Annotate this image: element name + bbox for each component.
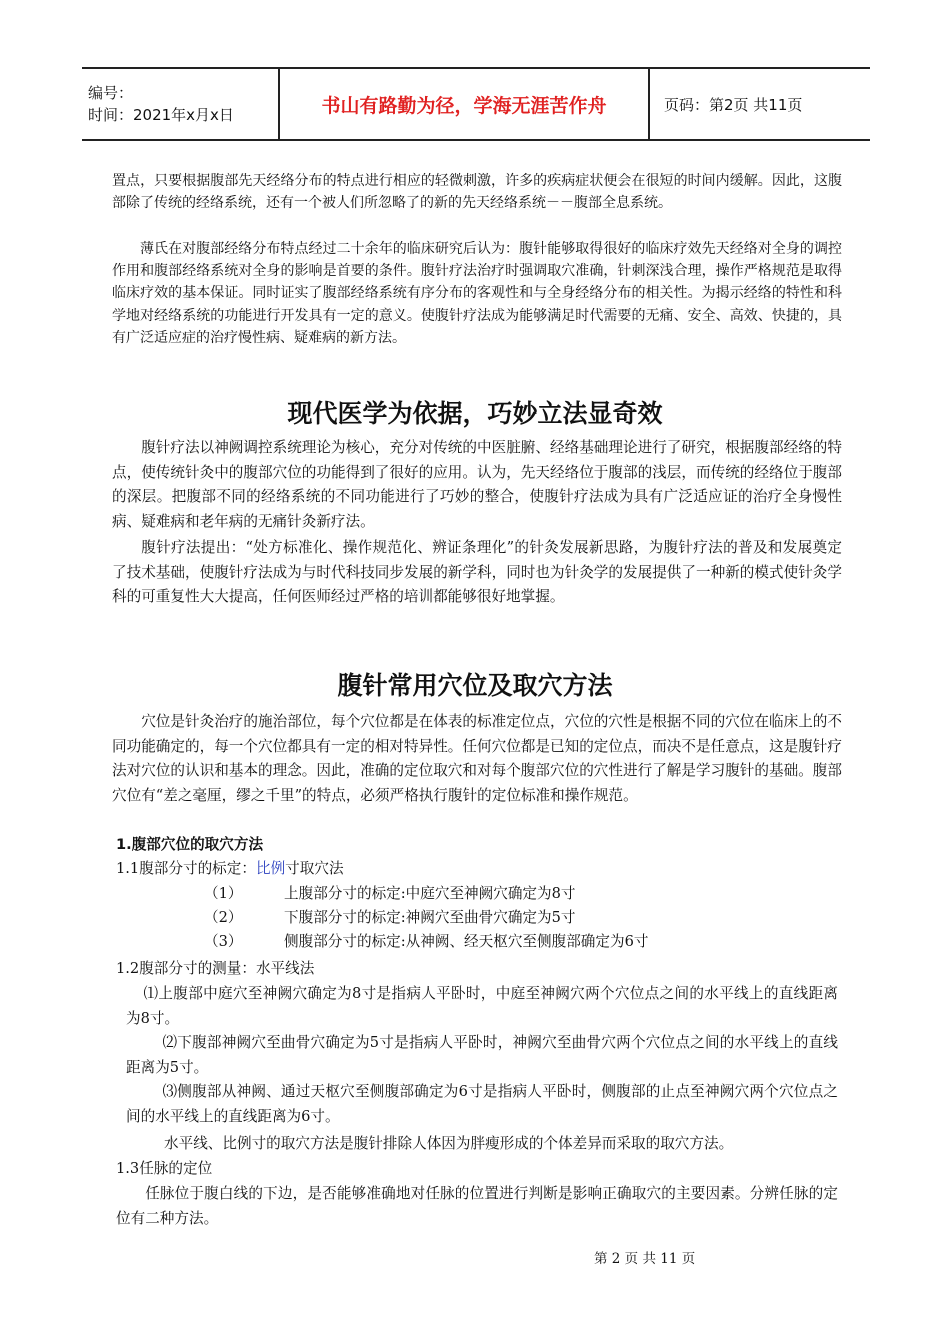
doc-number-label: 编号：: [88, 84, 134, 102]
heading-1-1-highlight: 比例: [255, 860, 286, 877]
doc-time-label: 时间：2021年x月x日: [88, 106, 234, 124]
heading-1-1-prefix: 1.1腹部分寸的标定：: [116, 860, 256, 877]
list-item-1-num: （1）: [204, 885, 243, 902]
heading-1: 1.腹部穴位的取穴方法: [116, 836, 264, 853]
section1-paragraph-2: 腹针疗法提出：“处方标准化、操作规范化、辨证条理化”的针灸发展新思路，为腹针疗法的普及和发展奠定了技术基础，使腹针疗法成为与时代科技同步发展的新学科，同时也为针灸学的发展提供了一种新的模式使针灸学科的可重复性大大提高，任何医师经过严格的培训都能够很好地掌握。: [112, 539, 842, 605]
page-number-label: 页码：第2页 共11页: [664, 95, 803, 114]
list-item-1: [204, 882, 576, 906]
list-item-2: [204, 906, 576, 930]
header-motto: [280, 69, 650, 139]
heading-1-1: [116, 857, 344, 881]
section2-paragraph-1: 穴位是针灸治疗的施治部位，每个穴位都是在体表的标准定位点，穴位的穴性是根据不同的穴位在临床上的不同功能确定的，每一个穴位都具有一定的相对特异性。任何穴位都是已知的定位点，而决不是任意点，这是腹针疗法对穴位的认识和基本的理念。因此，准确的定位取穴和对每个腹部穴位的穴性进行了解是学习腹针的基础。腹部穴位有“差之毫厘，缪之千里”的特点，必须严格执行腹针的定位标准和操作规范。: [112, 713, 842, 804]
measure-paragraph-1: ⑴上腹部中庭穴至神阙穴确定为8寸是指病人平卧时，中庭至神阙穴两个穴位点之间的水平线上的直线距离为8寸。: [126, 985, 838, 1027]
header-meta: [82, 69, 280, 139]
list-item-2-num: （2）: [204, 909, 243, 926]
list-item-3: [204, 930, 648, 954]
motto-text: 书山有路勤为径，学海无涯苦作舟: [321, 94, 607, 117]
page-footer: 第 2 页 共 11 页: [594, 1251, 696, 1267]
measure-paragraph-2: ⑵下腹部神阙穴至曲骨穴确定为5寸是指病人平卧时，神阙穴至曲骨穴两个穴位点之间的水平线上的直线距离为5寸。: [126, 1034, 838, 1076]
meridian-paragraph: 任脉位于腹白线的下边，是否能够准确地对任脉的位置进行判断是影响正确取穴的主要因素。分辨任脉的定位有二种方法。: [116, 1185, 838, 1227]
intro-paragraph-1: 置点，只要根据腹部先天经络分布的特点进行相应的轻微刺激，许多的疾病症状便会在很短的时间内缓解。因此，这腹部除了传统的经络系统，还有一个被人们所忽略了的新的先天经络系统－－腹部全息系统。: [112, 173, 842, 212]
heading-1-2: 1.2腹部分寸的测量：水平线法: [116, 960, 315, 977]
section-title-acupoints: 腹针常用穴位及取穴方法: [337, 671, 613, 700]
heading-1-1-suffix: 寸取穴法: [285, 860, 344, 877]
intro-paragraph-2: 薄氏在对腹部经络分布特点经过二十余年的临床研究后认为：腹针能够取得很好的临床疗效先天经络对全身的调控作用和腹部经络系统对全身的影响是首要的条件。腹针疗法治疗时强调取穴准确，针刺深浅合理，操作严格规范是取得临床疗效的基本保证。同时证实了腹部经络系统有序分布的客观性和与全身经络分布的相关性。为揭示经络的特性和科学地对经络系统的功能进行开发具有一定的意义。使腹针疗法成为能够满足时代需要的无痛、安全、高效、快捷的，具有广泛适应症的治疗慢性病、疑难病的新方法。: [112, 241, 842, 346]
page-header: [82, 67, 870, 141]
section1-paragraph-1: 腹针疗法以神阙调控系统理论为核心，充分对传统的中医脏腑、经络基础理论进行了研究，根据腹部经络的特点，使传统针灸中的腹部穴位的功能得到了很好的应用。认为，先天经络位于腹部的浅层，而传统的经络位于腹部的深层。把腹部不同的经络系统的不同功能进行了巧妙的整合，使腹针疗法成为具有广泛适应证的治疗全身慢性病、疑难病和老年病的无痛针灸新疗法。: [112, 439, 842, 530]
header-page-info: [650, 69, 870, 139]
heading-1-3: 1.3任脉的定位: [116, 1160, 213, 1177]
list-item-1-text: 上腹部分寸的标定:中庭穴至神阙穴确定为8寸: [284, 885, 576, 902]
section-title-modern-medicine: 现代医学为依据，巧妙立法显奇效: [287, 399, 663, 428]
measure-paragraph-4: 水平线、比例寸的取穴方法是腹针排除人体因为胖瘦形成的个体差异而采取的取穴方法。: [164, 1135, 734, 1152]
list-item-2-text: 下腹部分寸的标定:神阙穴至曲骨穴确定为5寸: [284, 909, 576, 926]
list-item-3-text: 侧腹部分寸的标定:从神阙、经天枢穴至侧腹部确定为6寸: [284, 933, 649, 950]
list-item-3-num: （3）: [204, 933, 243, 950]
measure-paragraph-3: ⑶侧腹部从神阙、通过天枢穴至侧腹部确定为6寸是指病人平卧时，侧腹部的止点至神阙穴两个穴位点之间的水平线上的直线距离为6寸。: [126, 1083, 838, 1125]
